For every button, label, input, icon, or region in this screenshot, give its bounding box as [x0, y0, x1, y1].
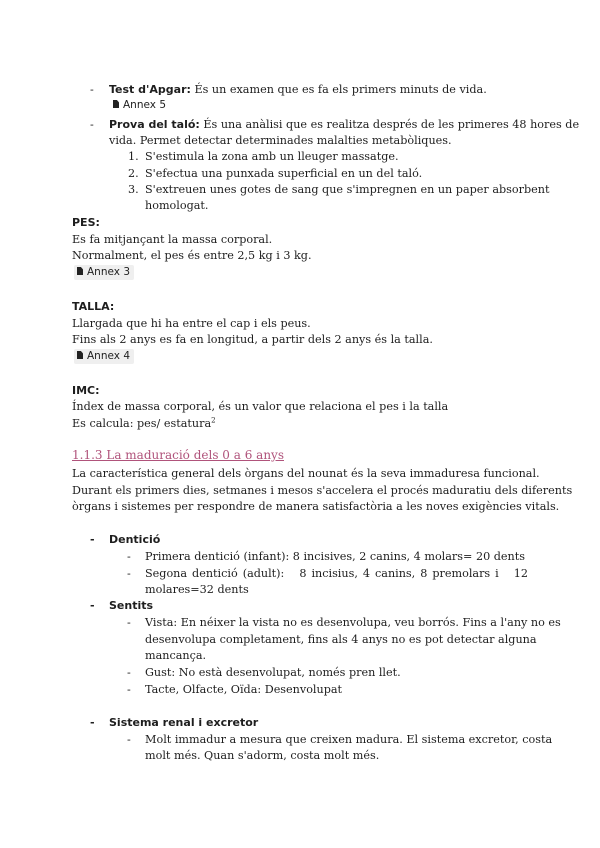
denticio-bullet — [90, 532, 95, 549]
vista-dash: - — [127, 616, 131, 629]
renal-line2: molt més. Quan s'adorm, costa molt més. — [145, 749, 380, 762]
talo-step-3-line1: S'extreuen unes gotes de sang que s'impregnen en un paper absorbent — [145, 183, 550, 196]
pes-line2: Normalment, el pes és entre 2,5 kg i 3 kg. — [72, 249, 312, 262]
talo-step-1-num: 1. — [128, 150, 139, 163]
denticio-title-text: Dentició — [109, 533, 161, 546]
denticio-1-dash: - — [127, 550, 131, 563]
renal-title-text: Sistema renal i excretor — [109, 716, 259, 729]
imc-line2 — [72, 416, 216, 433]
section-para-line3: òrgans i sistemes per respondre de manera satisfactòria a les noves exigències vitals. — [72, 500, 560, 513]
sentits-title — [109, 598, 153, 615]
imc-formula: Es calcula: pes/ estatura — [72, 417, 212, 430]
talla-line1: Llargada que hi ha entre el cap i els peus. — [72, 317, 311, 330]
annex-4-link[interactable] — [74, 349, 134, 364]
sentits-dash: - — [90, 599, 95, 612]
renal-item-dash: - — [127, 733, 131, 746]
talo-step-3-num: 3. — [128, 183, 139, 196]
talo-line1 — [109, 117, 580, 134]
annex-5-link[interactable] — [110, 98, 170, 113]
renal-bullet — [90, 715, 95, 732]
imc-title-text: IMC: — [72, 384, 100, 397]
renal-title — [109, 715, 258, 732]
tacte-item: Tacte, Olfacte, Oïda: Desenvolupat — [145, 683, 343, 696]
pes-title — [72, 215, 100, 232]
document-icon — [77, 351, 83, 359]
gust-dash: - — [127, 666, 131, 679]
section-heading-text: 1.1.3 La maduració dels 0 a 6 anys — [72, 448, 284, 462]
denticio-2-dash: - — [127, 567, 131, 580]
renal-dash: - — [90, 716, 95, 729]
section-para-line2: Durant els primers dies, setmanes i mesos s'accelera el procés maduratiu dels diferents — [72, 484, 573, 497]
section-heading — [72, 447, 284, 464]
pes-line1: Es fa mitjançant la massa corporal. — [72, 233, 273, 246]
talo-line2: vida. Permet detectar determinades malalties metabòliques. — [109, 134, 452, 147]
imc-superscript: 2 — [211, 416, 216, 425]
annex-5-label: Annex 5 — [123, 99, 166, 111]
apgar-item — [109, 82, 487, 99]
talo-step-1: S'estimula la zona amb un lleuger massatge. — [145, 150, 399, 163]
denticio-item-1: Primera dentició (infant): 8 incisives, 2 canins, 4 molars= 20 dents — [145, 550, 525, 563]
talla-line2: Fins als 2 anys es fa en longitud, a partir dels 2 anys és la talla. — [72, 333, 433, 346]
annex-3-label: Annex 3 — [87, 266, 130, 278]
talo-text1: És una anàlisi que es realitza després de les primeres 48 hores de — [199, 118, 580, 131]
imc-line1: Índex de massa corporal, és un valor que relaciona el pes i la talla — [72, 400, 449, 413]
apgar-text: És un examen que es fa els primers minuts de vida. — [190, 83, 487, 96]
denticio-dash: - — [90, 533, 95, 546]
document-icon — [113, 100, 119, 108]
vista-line2: desenvolupa completament, fins als 4 anys no es pot detectar alguna — [145, 633, 537, 646]
talo-dash: - — [90, 118, 94, 131]
pes-title-text: PES: — [72, 216, 100, 229]
denticio-title — [109, 532, 160, 549]
talla-title-text: TALLA: — [72, 300, 115, 313]
sentits-title-text: Sentits — [109, 599, 154, 612]
denticio-item-2-line2: molares=32 dents — [145, 583, 249, 596]
imc-title — [72, 383, 100, 400]
apgar-label: Test d'Apgar: — [109, 83, 191, 96]
tacte-dash: - — [127, 683, 131, 696]
talo-step-2: S'efectua una punxada superficial en un del taló. — [145, 167, 423, 180]
gust-item: Gust: No està desenvolupat, només pren llet. — [145, 666, 401, 679]
annex-3-link[interactable] — [74, 265, 134, 280]
talo-label: Prova del taló: — [109, 118, 200, 131]
apgar-dash: - — [90, 83, 94, 96]
vista-line3: mancança. — [145, 649, 207, 662]
section-para-line1: La característica general dels òrgans del nounat és la seva immaduresa funcional. — [72, 467, 540, 480]
document-icon — [77, 267, 83, 275]
talo-step-2-num: 2. — [128, 167, 139, 180]
vista-line1: Vista: En néixer la vista no es desenvolupa, veu borrós. Fins a l'any no es — [145, 616, 561, 629]
talla-title — [72, 299, 114, 316]
renal-line1: Molt immadur a mesura que creixen madura. El sistema excretor, costa — [145, 733, 553, 746]
sentits-bullet — [90, 598, 95, 615]
annex-4-label: Annex 4 — [87, 350, 130, 362]
talo-step-3-line2: homologat. — [145, 199, 209, 212]
denticio-item-2-line1: Segona dentició (adult): 8 incisius, 4 canins, 8 premolars i 12 — [145, 567, 528, 580]
